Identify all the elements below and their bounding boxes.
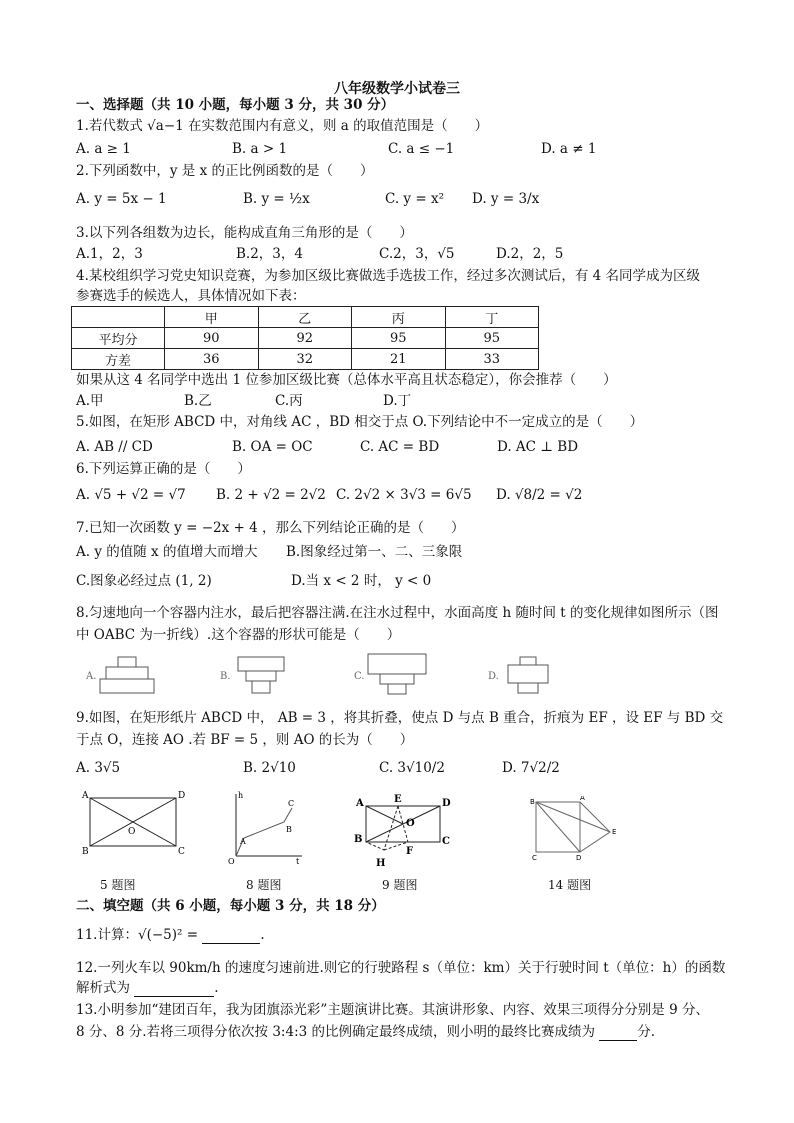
q1-stem: 1.若代数式 √a−1 在实数范围内有意义，则 a 的取值范围是（ ） xyxy=(76,118,489,134)
q4-stem-line2: 参赛选手的候选人，具体情况如下表： xyxy=(76,288,306,304)
q8-option-c-label: C. xyxy=(354,671,365,682)
q7-stem: 7.已知一次函数 y = −2x + 4 ，那么下列结论正确的是（ ） xyxy=(76,520,465,536)
q6-option-b: B. 2 + √2 = 2√2 xyxy=(216,487,326,503)
fig8-label: C xyxy=(288,799,295,808)
table-cell: 32 xyxy=(258,349,352,370)
table-cell: 丙 xyxy=(352,307,446,328)
q3-stem: 3.以下列各组数为边长，能构成直角三角形的是（ ） xyxy=(76,225,413,241)
q13-suffix: 分. xyxy=(637,1024,656,1040)
table-cell: 33 xyxy=(445,349,539,370)
q12-text: 解析式为 xyxy=(76,980,130,996)
fig9-label: B xyxy=(354,834,363,845)
q4-option-b: B.乙 xyxy=(184,393,212,409)
q8-container-c-figure xyxy=(366,652,430,696)
page-title: 八年级数学小试卷三 xyxy=(334,81,460,97)
q9-option-a: A. 3√5 xyxy=(76,760,121,776)
q2-option-b: B. y = ½x xyxy=(243,191,310,207)
q1-option-c: C. a ≤ −1 xyxy=(388,141,455,157)
fig5-label: C xyxy=(178,847,185,857)
q11-line: 11.计算：√(−5)² = . xyxy=(76,927,265,943)
q9-option-b: B. 2√10 xyxy=(243,760,296,776)
q5-option-d: D. AC ⊥ BD xyxy=(497,439,579,455)
figure-q14 xyxy=(526,796,626,866)
table-cell: 方差 xyxy=(72,349,165,370)
table-row xyxy=(72,328,539,349)
figure-q9-fold xyxy=(350,792,454,872)
q1-option-d: D. a ≠ 1 xyxy=(541,141,597,157)
q8-stem-line2: 中 OABC 为一折线）.这个容器的形状可能是（ ） xyxy=(76,627,401,643)
q11-answer-blank[interactable] xyxy=(202,929,260,944)
q11-text: 11.计算：√(−5)² = xyxy=(76,927,199,943)
q13-answer-blank[interactable] xyxy=(599,1026,637,1041)
table-header-row xyxy=(72,307,539,328)
q5-option-c: C. AC = BD xyxy=(360,439,440,455)
caption-fig9: 9 题图 xyxy=(382,878,418,892)
table-cell: 乙 xyxy=(258,307,352,328)
fig14-label: E xyxy=(612,828,617,836)
q8-container-d-figure xyxy=(500,655,560,695)
q1-option-b: B. a > 1 xyxy=(232,141,288,157)
table-cell: 甲 xyxy=(165,307,259,328)
q8-container-a-figure xyxy=(98,655,158,695)
q4-option-d: D.丁 xyxy=(383,393,412,409)
q3-option-a: A.1，2，3 xyxy=(76,246,143,262)
fig5-label: D xyxy=(178,791,186,801)
q7-option-c: C.图象必经过点 (1, 2) xyxy=(76,573,212,589)
q3-option-d: D.2，2，5 xyxy=(496,246,564,262)
q4-question: 如果从这 4 名同学中选出 1 位参加区级比赛（总体水平高且状态稳定），你会推荐（ ） xyxy=(76,372,617,388)
fig8-label: t xyxy=(296,857,300,866)
q8-container-b-figure xyxy=(232,655,292,695)
fig14-label: A xyxy=(580,796,585,802)
q4-option-c: C.丙 xyxy=(275,393,303,409)
q13-text: 8 分、8 分.若将三项得分依次按 3:4:3 的比例确定最终成绩，则小明的最终比赛成绩为 xyxy=(76,1024,595,1040)
q9-option-c: C. 3√10/2 xyxy=(379,760,445,776)
q1-option-a: A. a ≥ 1 xyxy=(76,141,131,157)
q9-stem-line1: 9.如图，在矩形纸片 ABCD 中， AB = 3 ，将其折叠，使点 D 与点 B 重合，折痕为 EF ，设 EF 与 BD 交 xyxy=(76,710,724,726)
table-cell: 95 xyxy=(352,328,446,349)
fig5-label: B xyxy=(82,847,89,857)
table-cell: 92 xyxy=(258,328,352,349)
q7-option-d: D.当 x < 2 时， y < 0 xyxy=(291,573,432,589)
figure-q8-graph xyxy=(226,788,306,866)
q12-line2: 解析式为 . xyxy=(76,980,219,996)
table-cell: 36 xyxy=(165,349,259,370)
q9-stem-line2: 于点 O，连接 AO .若 BF = 5 ，则 AO 的长为（ ） xyxy=(76,732,414,748)
figure-q5-rectangle xyxy=(80,790,190,860)
q8-option-a-label: A. xyxy=(86,671,97,682)
fig9-label: F xyxy=(406,846,414,857)
table-row xyxy=(72,349,539,370)
table-cell: 21 xyxy=(352,349,446,370)
fig8-label: B xyxy=(286,825,292,834)
fig5-label: O xyxy=(128,827,136,837)
q3-option-c: C.2，3，√5 xyxy=(379,246,455,262)
q13-line1: 13.小明参加“建团百年，我为团旗添光彩”主题演讲比赛。其演讲形象、内容、效果三项得分分别是 9 分、 xyxy=(76,1002,709,1018)
q13-line2 xyxy=(76,1023,655,1041)
q8-stem-line1: 8.匀速地向一个容器内注水，最后把容器注满.在注水过程中，水面高度 h 随时间 t 的变化规律如图所示（图 xyxy=(76,605,719,621)
q9-option-d: D. 7√2/2 xyxy=(502,760,560,776)
q5-option-a: A. AB // CD xyxy=(76,439,153,455)
q4-score-table xyxy=(71,306,539,370)
q2-option-a: A. y = 5x − 1 xyxy=(76,191,167,207)
q2-option-d: D. y = 3/x xyxy=(472,191,540,207)
table-cell: 丁 xyxy=(445,307,539,328)
fig5-label: A xyxy=(82,791,89,801)
caption-fig5: 5 题图 xyxy=(100,878,136,892)
q2-option-c: C. y = x² xyxy=(385,191,444,207)
q2-stem: 2.下列函数中，y 是 x 的正比例函数的是（ ） xyxy=(76,163,374,179)
fig9-label: E xyxy=(394,794,402,805)
fig8-label: O xyxy=(228,857,235,866)
table-cell: 90 xyxy=(165,328,259,349)
q4-stem-line1: 4.某校组织学习党史知识竞赛，为参加区级比赛做选手选拔工作，经过多次测试后，有 4 名同学成为区级 xyxy=(76,268,701,284)
q6-option-d: D. √8/2 = √2 xyxy=(496,487,583,503)
q5-option-b: B. OA = OC xyxy=(232,439,313,455)
q3-option-b: B.2，3，4 xyxy=(236,246,303,262)
q5-stem: 5.如图，在矩形 ABCD 中，对角线 AC ，BD 相交于点 O.下列结论中不一定成立的是（ ） xyxy=(76,414,644,430)
caption-fig8: 8 题图 xyxy=(246,878,282,892)
q6-stem: 6.下列运算正确的是（ ） xyxy=(76,461,251,477)
section-choice-heading: 一、选择题（共 10 小题，每小题 3 分，共 30 分） xyxy=(76,97,395,113)
section-fill-heading: 二、填空题（共 6 小题，每小题 3 分，共 18 分） xyxy=(76,898,385,914)
fig9-label: H xyxy=(376,858,386,869)
q6-option-a: A. √5 + √2 = √7 xyxy=(76,487,186,503)
fig14-label: B xyxy=(530,798,535,806)
caption-fig14: 14 题图 xyxy=(548,878,592,892)
q7-option-a: A. y 的值随 x 的值增大而增大 xyxy=(76,544,258,560)
fig9-label: A xyxy=(356,798,364,809)
fig9-label: O xyxy=(406,818,415,829)
q6-option-c: C. 2√2 × 3√3 = 6√5 xyxy=(336,487,472,503)
q8-option-b-label: B. xyxy=(220,671,231,682)
q8-option-d-label: D. xyxy=(488,671,499,682)
fig9-label: C xyxy=(442,836,450,847)
fig8-label: A xyxy=(240,837,246,846)
q12-line1: 12.一列火车以 90km/h 的速度匀速前进.则它的行驶路程 s（单位：km）关于行驶时间 t（单位：h）的函数 xyxy=(76,960,726,976)
q12-answer-blank[interactable] xyxy=(134,982,214,997)
fig14-label: D xyxy=(576,854,582,862)
table-cell xyxy=(72,307,165,328)
q7-option-b: B.图象经过第一、二、三象限 xyxy=(286,544,463,560)
fig8-label: h xyxy=(238,791,244,800)
fig14-label: C xyxy=(532,854,537,862)
fig9-label: D xyxy=(442,798,451,809)
q4-option-a: A.甲 xyxy=(76,393,104,409)
table-cell: 95 xyxy=(445,328,539,349)
table-cell: 平均分 xyxy=(72,328,165,349)
